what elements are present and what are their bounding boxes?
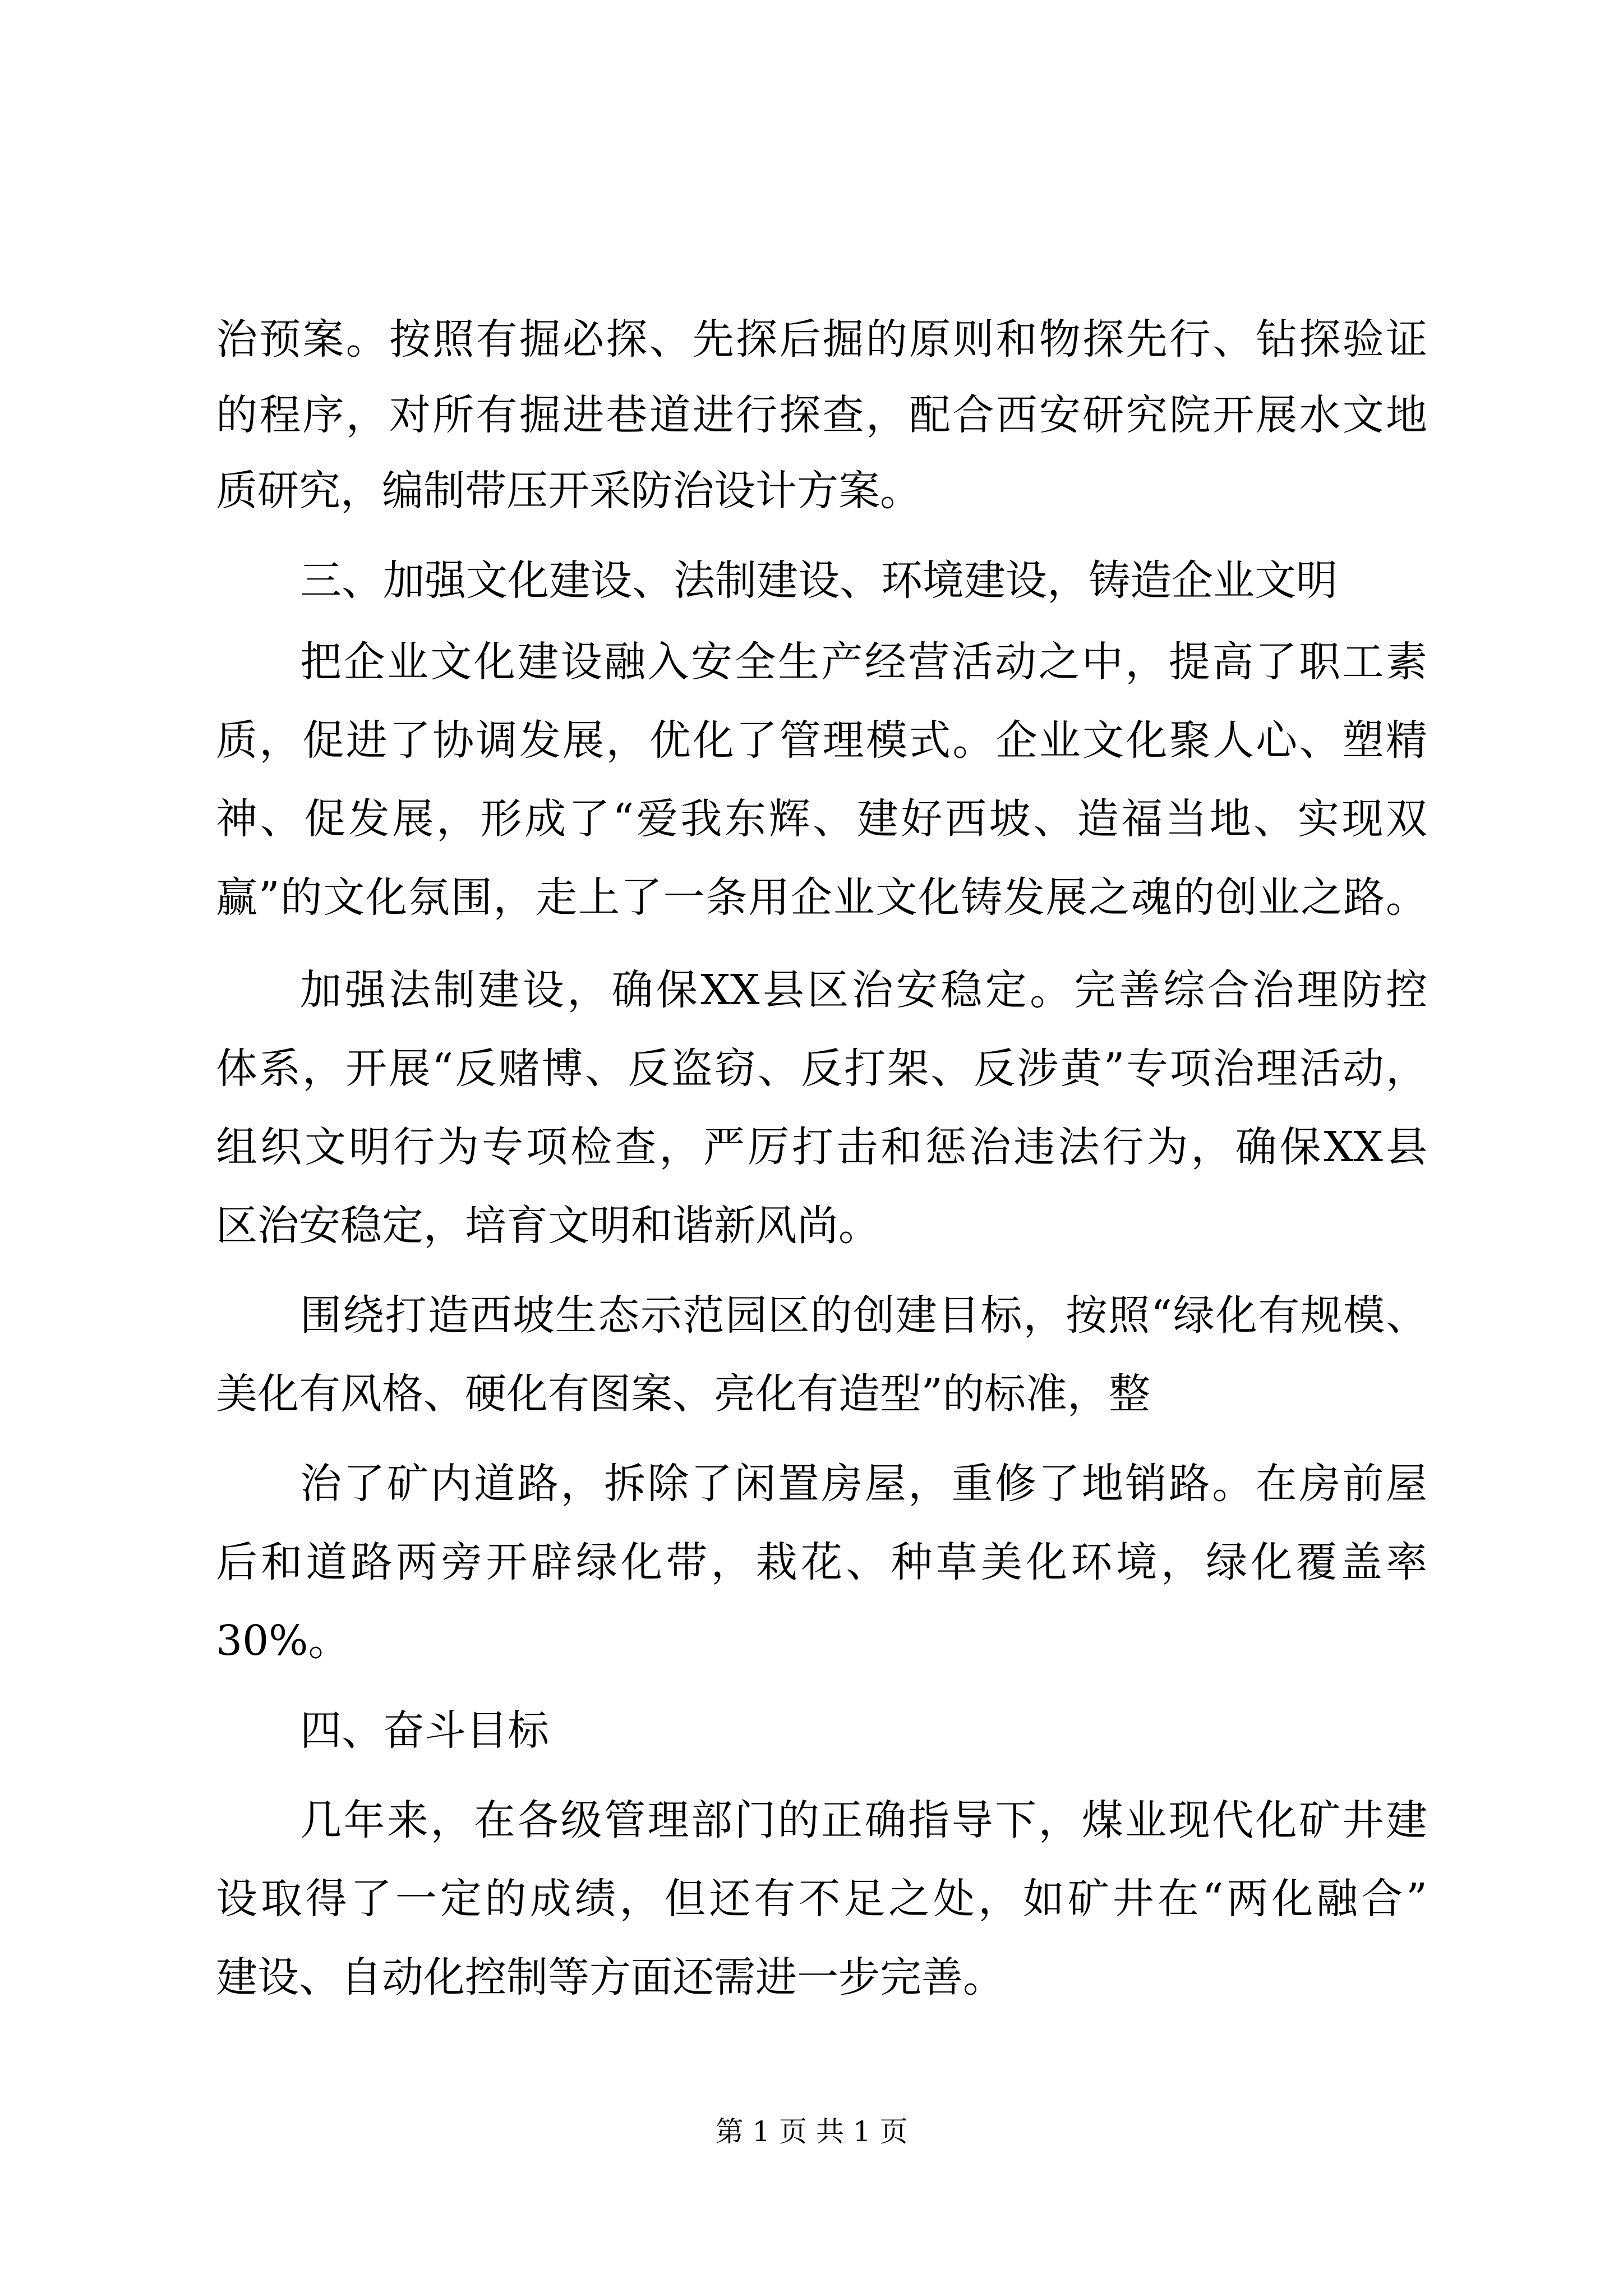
text-line: 质，促进了协调发展，优化了管理模式。企业文化聚人心、塑精 [216,716,1427,765]
text-line: 组织文明行为专项检查，严厉打击和惩治违法行为，确保XX县 [216,1123,1427,1171]
text-line: 30%。 [216,1617,350,1665]
text-line: 设取得了一定的成绩，但还有不足之处，如矿井在“两化融合” [216,1875,1427,1923]
text-line: 后和道路两旁开辟绿化带，栽花、种草美化环境，绿化覆盖率 [216,1538,1427,1586]
section-heading: 三、加强文化建设、法制建设、环境建设，铸造企业文明 [300,556,1338,605]
text-line: 体系，开展“反赌博、反盗窃、反打架、反涉黄”专项治理活动， [216,1045,1427,1093]
text-line: 加强法制建设，确保XX县区治安稳定。完善综合治理防控 [300,966,1427,1014]
text-line: 建设、自动化控制等方面还需进一步完善。 [216,1953,1004,2001]
text-line: 几年来，在各级管理部门的正确指导下，煤业现代化矿井建 [300,1796,1427,1844]
text-line: 治了矿内道路，拆除了闲置房屋，重修了地销路。在房前屋 [300,1460,1427,1508]
text-line: 赢”的文化氛围，走上了一条用企业文化铸发展之魂的创业之路。 [216,873,1427,922]
text-line: 区治安稳定，培育文明和谐新风尚。 [216,1202,880,1250]
page-footer: 第 1 页 共 1 页 [715,2115,908,2148]
text-line: 神、促发展，形成了“爱我东辉、建好西坡、造福当地、实现双 [216,795,1427,843]
text-line: 质研究，编制带压开采防治设计方案。 [216,467,921,515]
section-heading: 四、奋斗目标 [300,1706,549,1755]
text-line: 把企业文化建设融入安全生产经营活动之中，提高了职工素 [300,638,1427,686]
text-line: 美化有风格、硬化有图案、亮化有造型”的标准，整 [216,1370,1150,1418]
text-line: 的程序，对所有掘进巷道进行探查，配合西安研究院开展水文地 [216,391,1427,439]
text-line: 治预案。按照有掘必探、先探后掘的原则和物探先行、钻探验证 [216,315,1427,364]
text-line: 围绕打造西坡生态示范园区的创建目标，按照“绿化有规模、 [300,1291,1427,1340]
